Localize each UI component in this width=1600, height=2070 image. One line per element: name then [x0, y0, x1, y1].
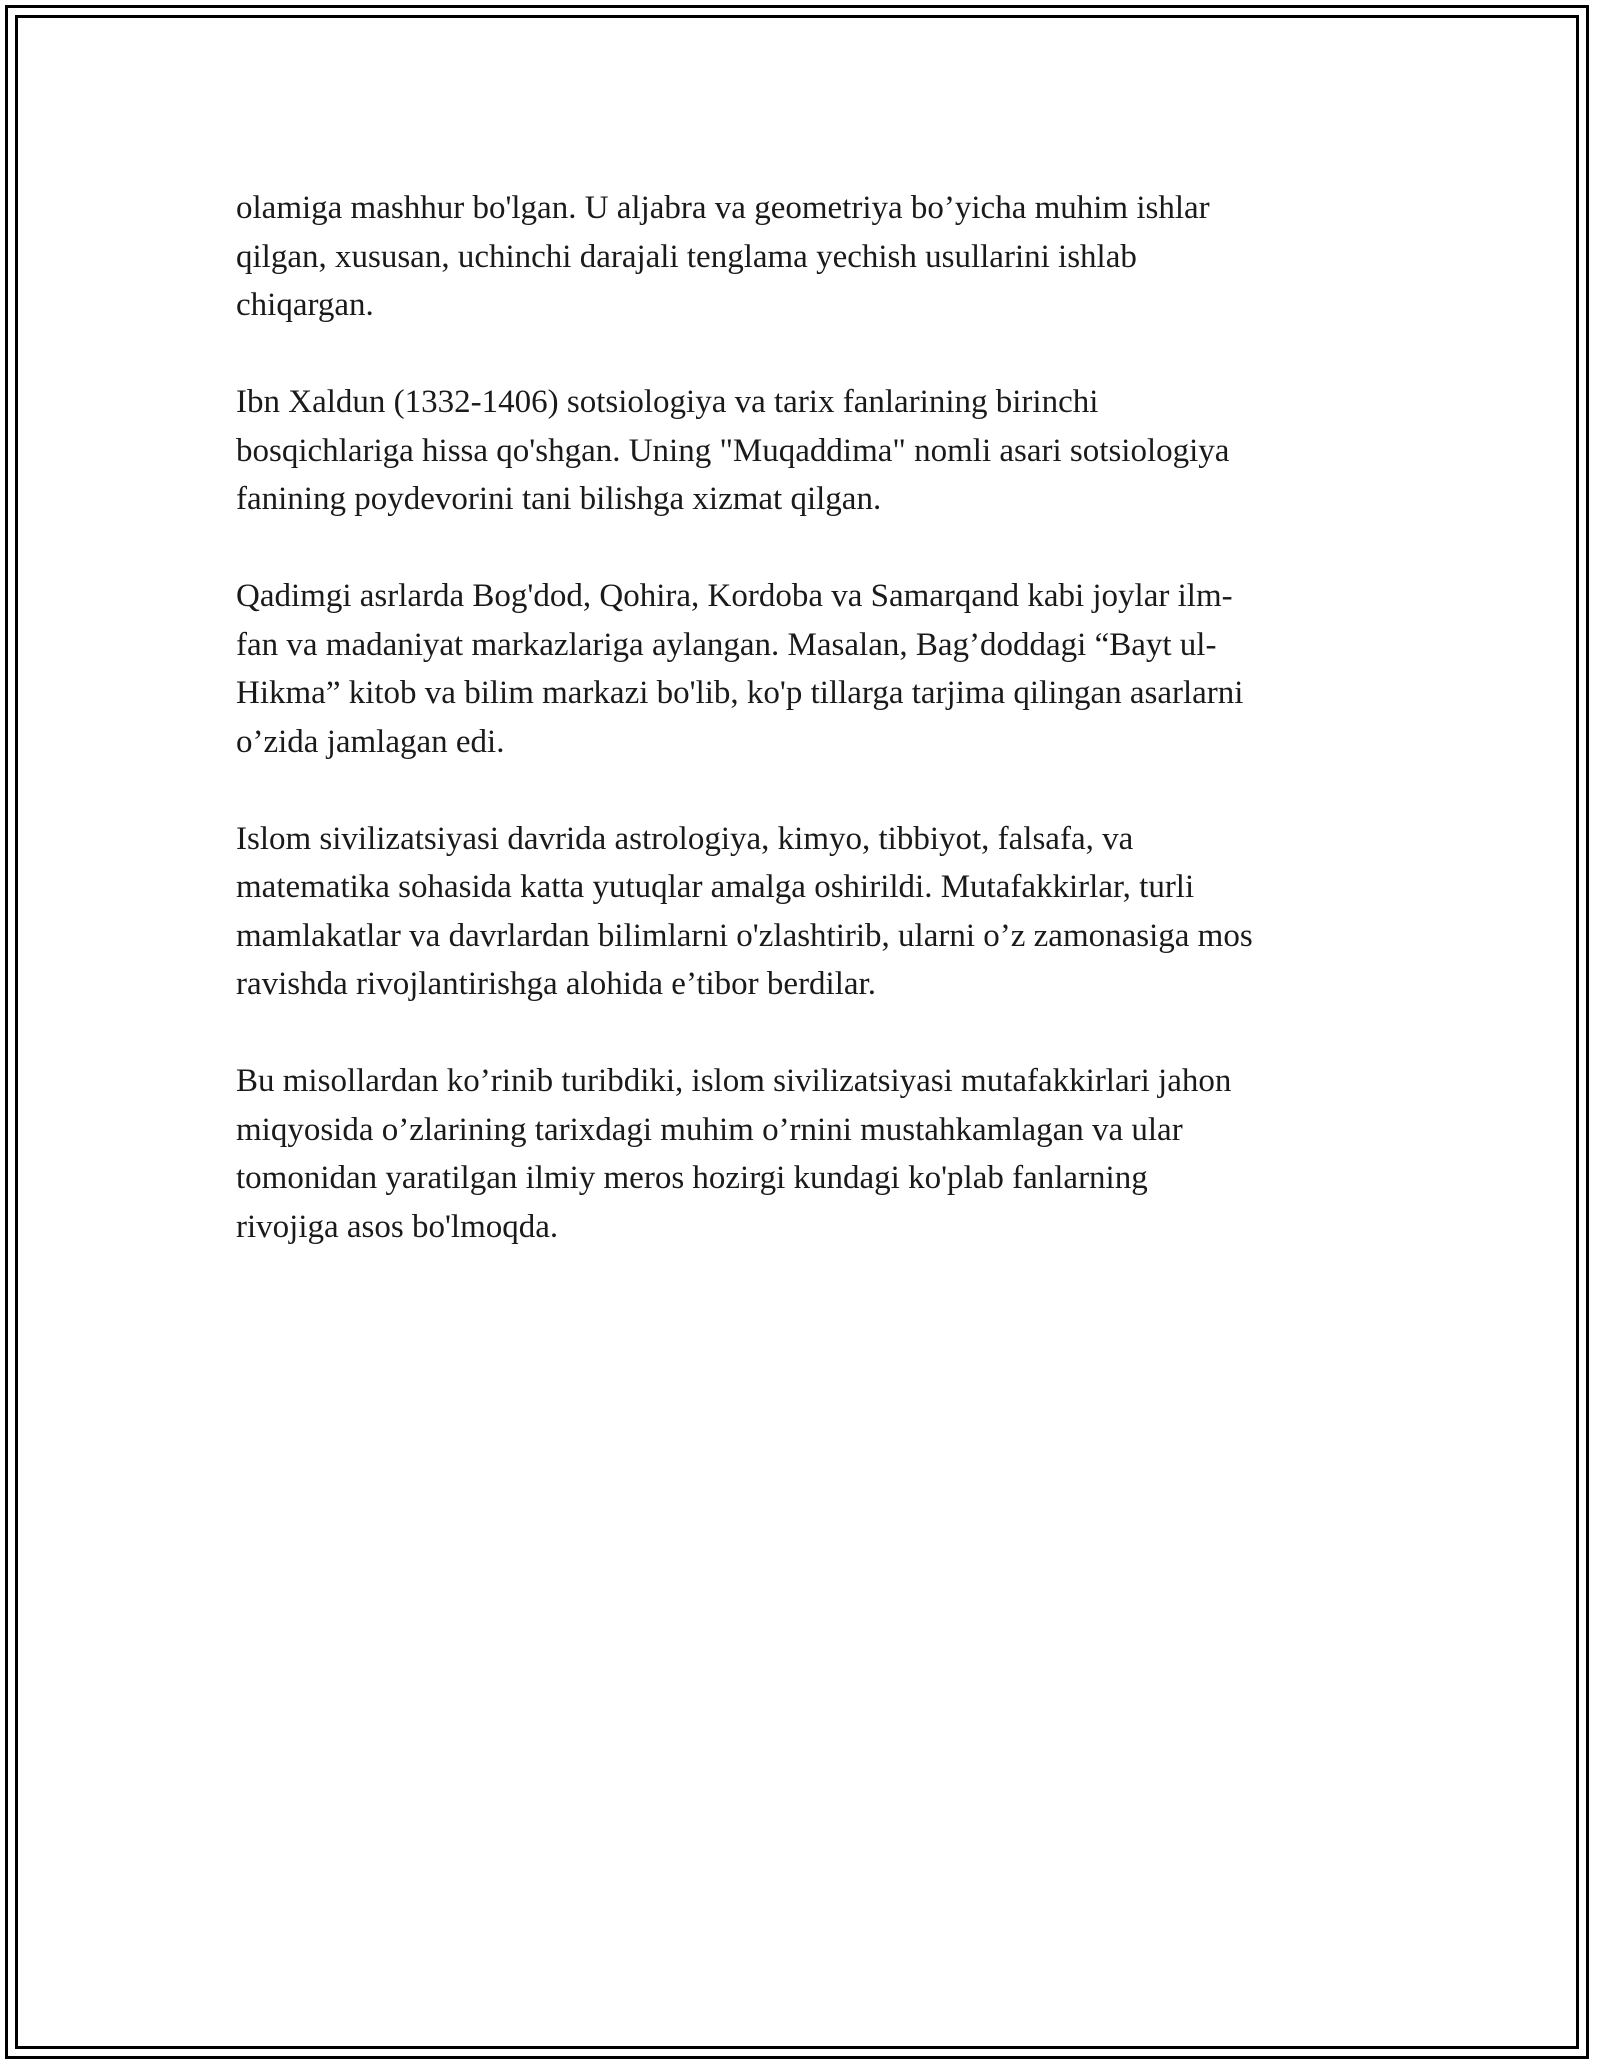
paragraph: olamiga mashhur bo'lgan. U aljabra va geometriya bo’yicha muhim ishlar qilgan, xususan, uchinchi darajali tenglama yechish usullarini ishlab chiqargan.	[236, 190, 1210, 323]
document-body	[236, 184, 1376, 1300]
paragraph: Qadimgi asrlarda Bog'dod, Qohira, Kordoba va Samarqand kabi joylar ilm- fan va madaniyat markazlariga aylangan. Masalan, Bag’doddagi “Bayt ul- Hikma” kitob va bilim markazi bo'lib, ko'p tillarga tarjima qilingan asarlarni o’zida jamlagan edi.	[236, 578, 1244, 760]
paragraph: Islom sivilizatsiyasi davrida astrologiya, kimyo, tibbiyot, falsafa, va matematika sohasida katta yutuqlar amalga oshirildi. Mutafakkirlar, turli mamlakatlar va davrlardan bilimlarni o'zlashtirib, ularni o’z zamonasiga mos ravishda rivojlantirishga alohida e’tibor berdilar.	[236, 820, 1253, 1002]
paragraph: Bu misollardan ko’rinib turibdiki, islom sivilizatsiyasi mutafakkirlari jahon miqyosida o’zlarining tarixdagi muhim o’rnini mustahkamlagan va ular tomonidan yaratilgan ilmiy meros hozirgi kundagi ko'plab fanlarning rivojiga asos bo'lmoqda.	[236, 1063, 1232, 1245]
paragraph: Ibn Xaldun (1332-1406) sotsiologiya va tarix fanlarining birinchi bosqichlariga hissa qo'shgan. Uning "Muqaddima" nomli asari sotsiologiya fanining poydevorini tani bilishga xizmat qilgan.	[236, 384, 1230, 517]
